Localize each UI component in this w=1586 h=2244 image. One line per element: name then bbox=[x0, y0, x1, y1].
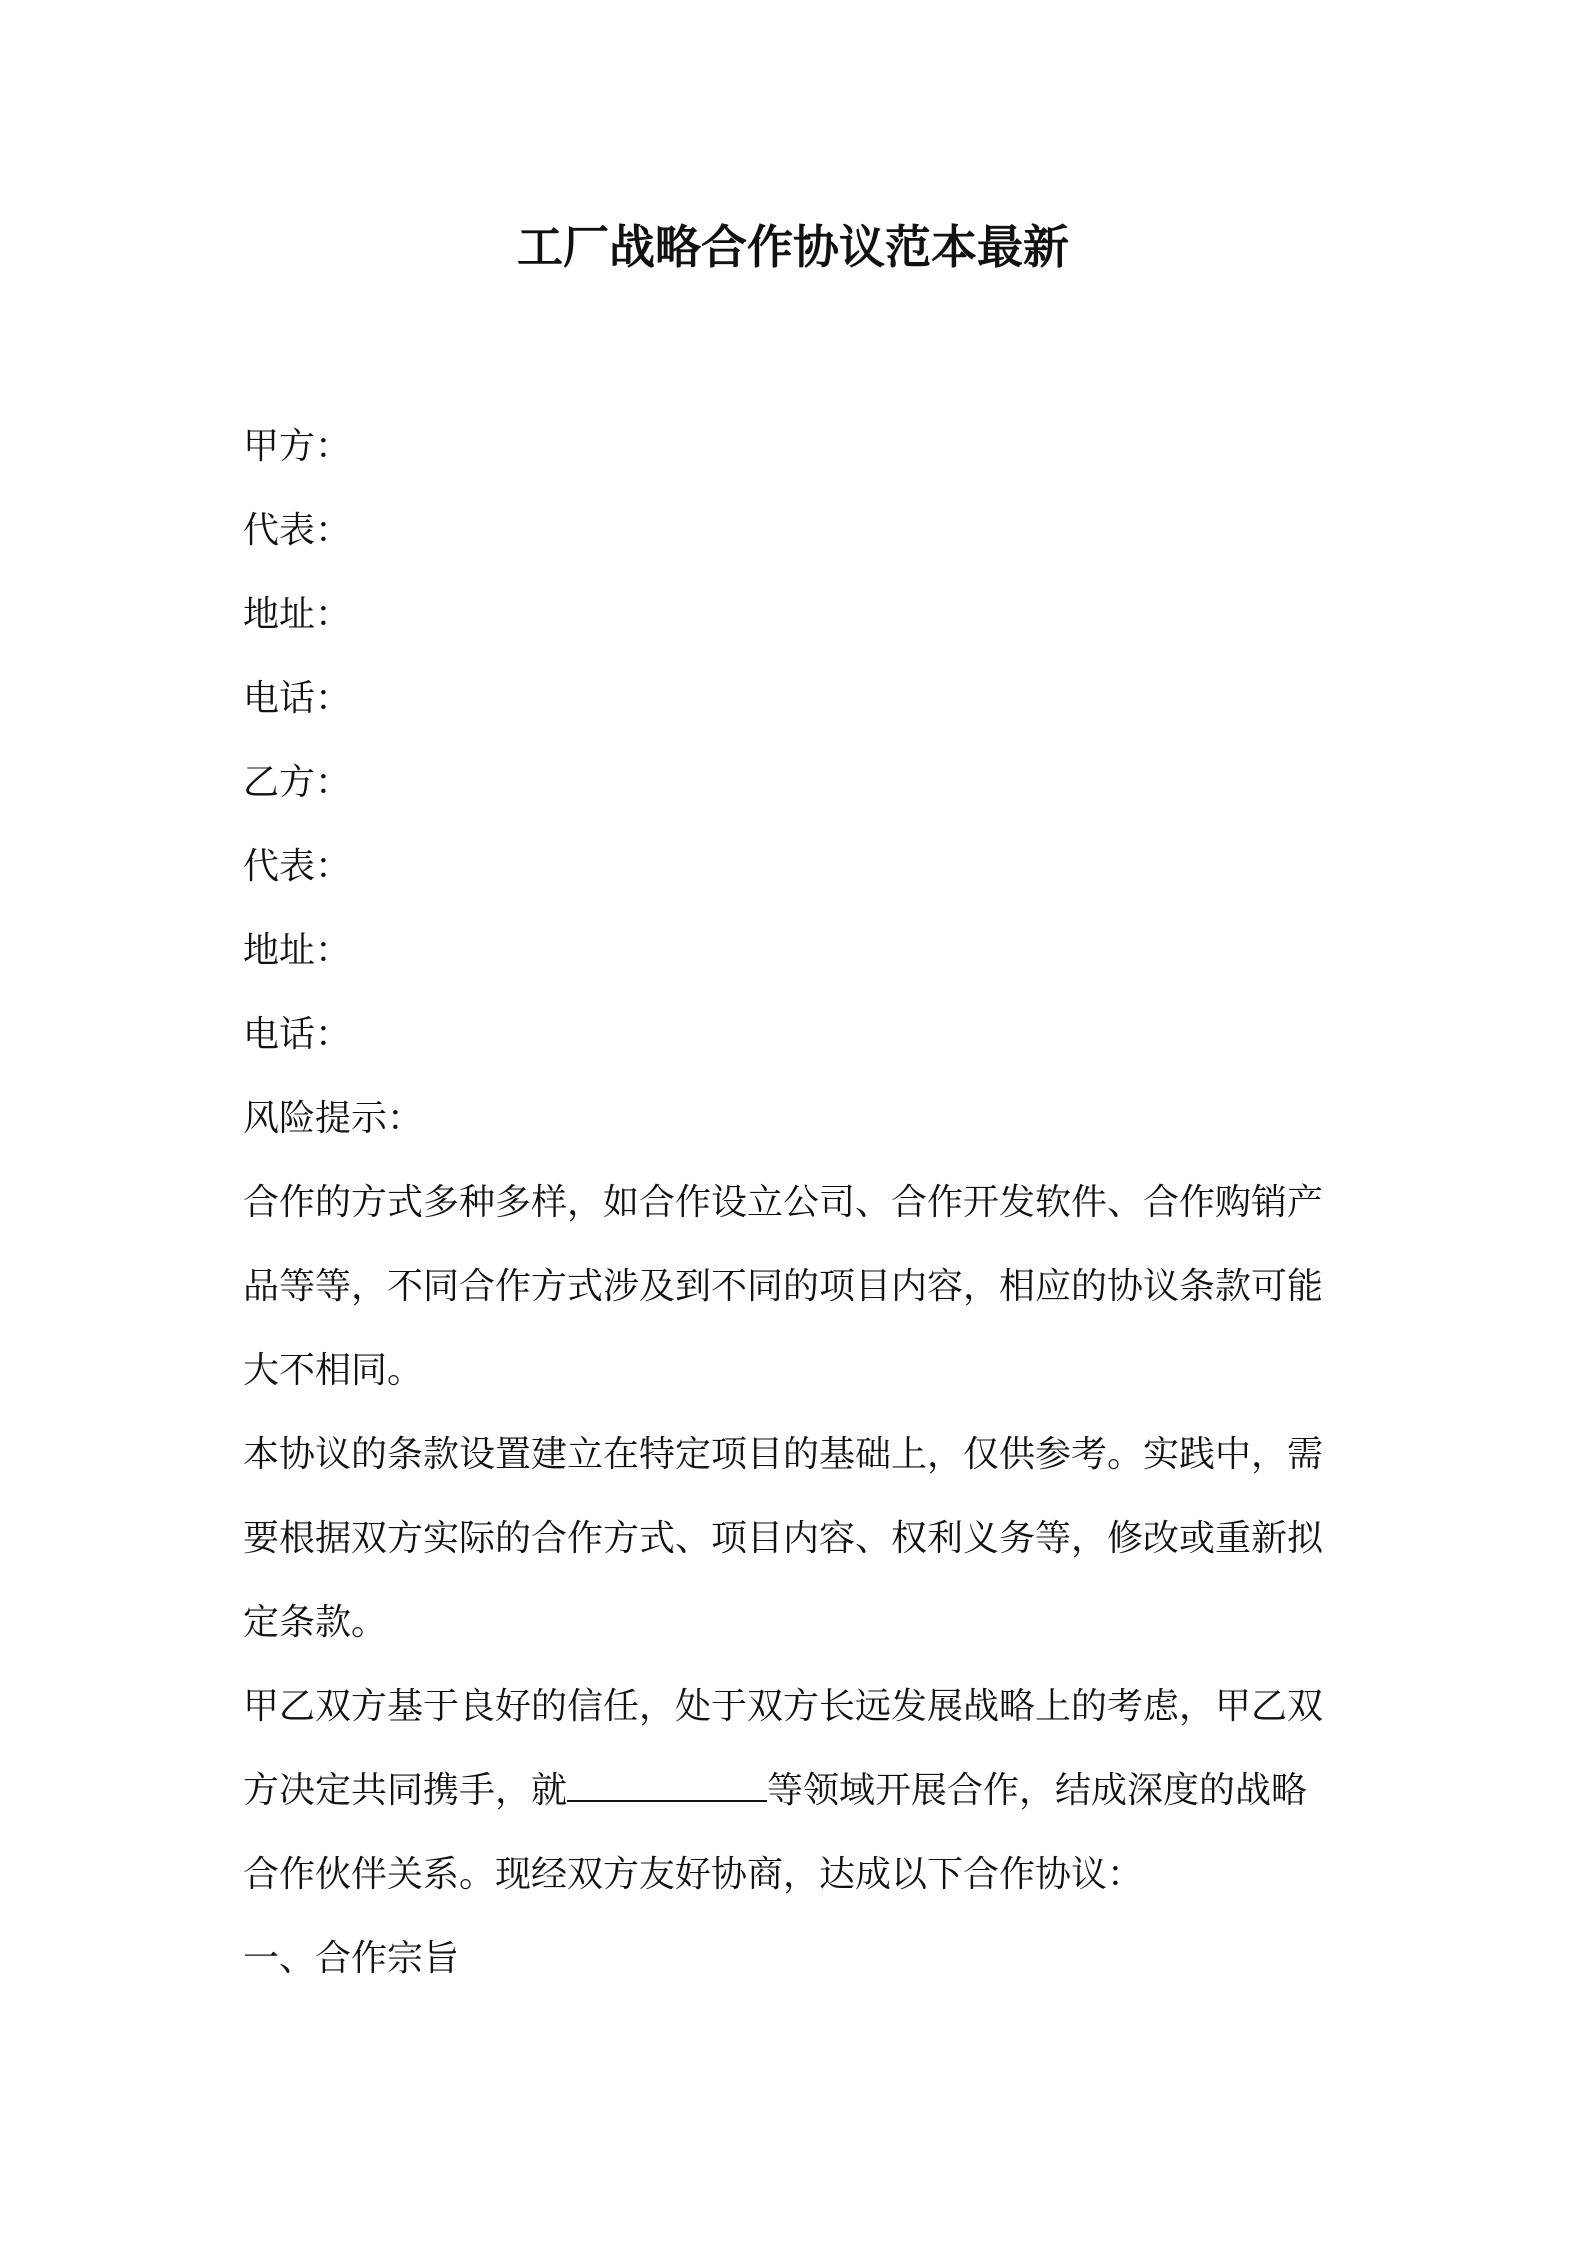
risk-para1-line: 合作的方式多种多样，如合作设立公司、合作开发软件、合作购销产 bbox=[243, 1182, 1324, 1223]
party-a-address-label: 地址： bbox=[243, 594, 352, 635]
intro-para-line: 合作伙伴关系。现经双方友好协商，达成以下合作协议： bbox=[243, 1854, 1144, 1895]
party-b-name-label: 乙方： bbox=[243, 762, 352, 803]
risk-label: 风险提示： bbox=[243, 1098, 424, 1139]
party-b-phone-label: 电话： bbox=[243, 1014, 352, 1055]
risk-para1-line: 大不相同。 bbox=[243, 1350, 424, 1391]
intro-para-line-with-blank bbox=[243, 1749, 1353, 1833]
risk-para1-line: 品等等，不同合作方式涉及到不同的项目内容，相应的协议条款可能 bbox=[243, 1266, 1324, 1307]
document-body bbox=[243, 405, 1353, 2001]
document-title: 工厂战略合作协议范本最新 bbox=[517, 220, 1069, 274]
fill-in-blank bbox=[567, 1770, 767, 1802]
section1-heading: 一、合作宗旨 bbox=[243, 1938, 460, 1979]
intro-para-line: 甲乙双方基于良好的信任，处于双方长远发展战略上的考虑，甲乙双 bbox=[243, 1686, 1324, 1727]
intro-para-text-before: 方决定共同携手，就 bbox=[243, 1770, 568, 1811]
party-a-phone-label: 电话： bbox=[243, 678, 352, 719]
party-a-name-label: 甲方： bbox=[243, 426, 352, 467]
party-a-rep-label: 代表： bbox=[243, 510, 352, 551]
risk-para2-line: 定条款。 bbox=[243, 1602, 388, 1643]
intro-para-text-after: 等领域开展合作，结成深度的战略 bbox=[767, 1770, 1308, 1811]
risk-para2-line: 要根据双方实际的合作方式、项目内容、权利义务等，修改或重新拟 bbox=[243, 1518, 1324, 1559]
risk-para2-line: 本协议的条款设置建立在特定项目的基础上，仅供参考。实践中，需 bbox=[243, 1434, 1324, 1475]
party-b-address-label: 地址： bbox=[243, 930, 352, 971]
party-b-rep-label: 代表： bbox=[243, 846, 352, 887]
